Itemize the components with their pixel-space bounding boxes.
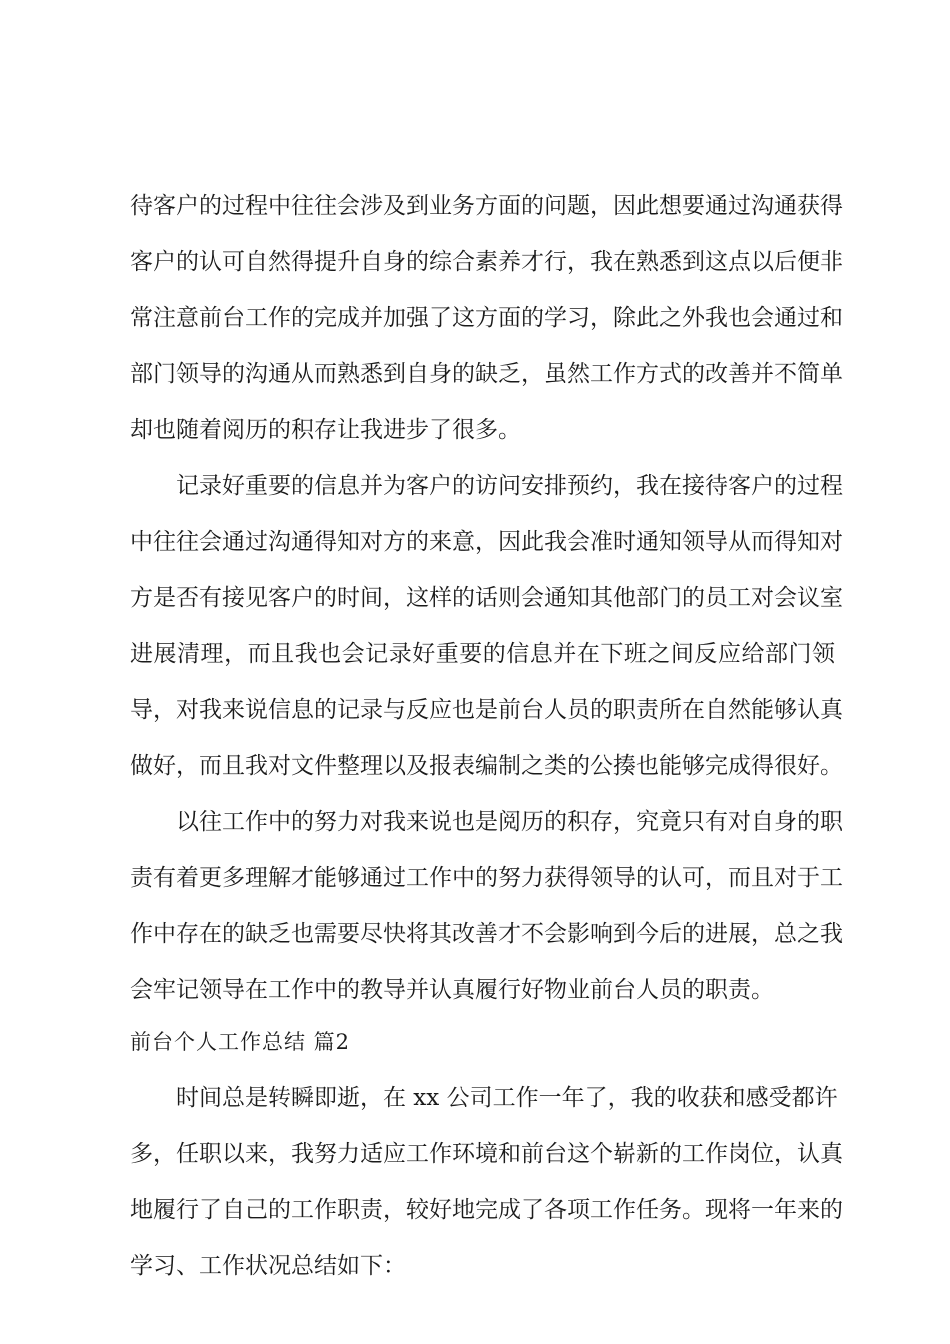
paragraph-3-line-2: 责有着更多理解才能够通过工作中的努力获得领导的认可，而且对于工 [130, 865, 843, 891]
paragraph-2-line-6: 做好，而且我对文件整理以及报表编制之类的公揍也能够完成得很好。 [130, 753, 843, 779]
section-heading: 前台个人工作总结 篇2 [130, 1030, 351, 1054]
paragraph-3-line-1: 以往工作中的努力对我来说也是阅历的积存，究竟只有对自身的职 [176, 809, 843, 835]
paragraph-2-line-3: 方是否有接见客户的时间，这样的话则会通知其他部门的员工对会议室 [130, 585, 843, 611]
paragraph-1-line-5: 却也随着阅历的积存让我进步了很多。 [130, 417, 521, 443]
paragraph-1-line-3: 常注意前台工作的完成并加强了这方面的学习，除此之外我也会通过和 [130, 305, 843, 331]
paragraph-1-line-1: 待客户的过程中往往会涉及到业务方面的问题，因此想要通过沟通获得 [130, 193, 843, 219]
paragraph-4-line-2: 多，任职以来，我努力适应工作环境和前台这个崭新的工作岗位，认真 [130, 1141, 843, 1167]
paragraph-2-line-5: 导，对我来说信息的记录与反应也是前台人员的职责所在自然能够认真 [130, 697, 843, 723]
paragraph-1-line-2: 客户的认可自然得提升自身的综合素养才行，我在熟悉到这点以后便非 [130, 249, 843, 275]
paragraph-2-line-4: 进展清理，而且我也会记录好重要的信息并在下班之间反应给部门领 [130, 641, 835, 667]
paragraph-3-line-4: 会牢记领导在工作中的教导并认真履行好物业前台人员的职责。 [130, 977, 774, 1003]
paragraph-4-line-3: 地履行了自己的工作职责，较好地完成了各项工作任务。现将一年来的 [130, 1197, 843, 1223]
paragraph-3-line-3: 作中存在的缺乏也需要尽快将其改善才不会影响到今后的进展，总之我 [130, 921, 843, 947]
paragraph-1-line-4: 部门领导的沟通从而熟悉到自身的缺乏，虽然工作方式的改善并不简单 [130, 361, 843, 387]
paragraph-2-line-1: 记录好重要的信息并为客户的访问安排预约，我在接待客户的过程 [176, 473, 843, 499]
paragraph-4-line-1: 时间总是转瞬即逝，在 xx 公司工作一年了，我的收获和感受都许 [176, 1085, 838, 1111]
paragraph-2-line-2: 中往往会通过沟通得知对方的来意，因此我会准时通知领导从而得知对 [130, 529, 843, 555]
paragraph-4-line-4: 学习、工作状况总结如下： [130, 1253, 406, 1279]
